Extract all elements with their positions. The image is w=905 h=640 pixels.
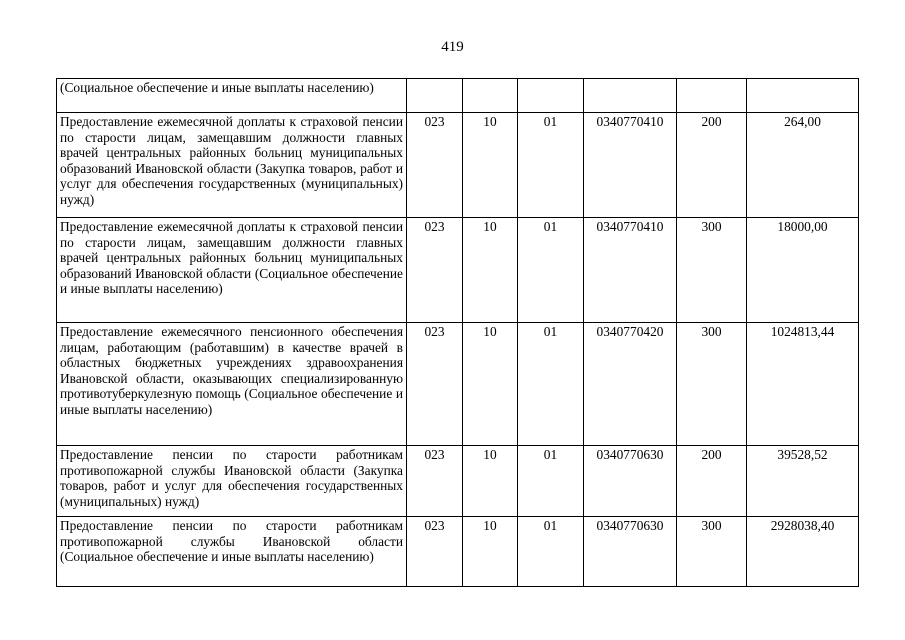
table-row xyxy=(57,323,859,446)
admin-code-cell: 023 xyxy=(407,323,463,446)
budget-table xyxy=(56,78,859,587)
expense-type-cell: 300 xyxy=(677,218,747,323)
page-number: 419 xyxy=(441,39,464,55)
target-code-cell: 0340770630 xyxy=(584,517,677,587)
expense-type-cell: 200 xyxy=(677,113,747,218)
expense-type-cell xyxy=(677,79,747,113)
amount-cell: 39528,52 xyxy=(747,446,859,517)
target-code-cell: 0340770410 xyxy=(584,113,677,218)
amount-cell: 18000,00 xyxy=(747,218,859,323)
subsection-code-cell: 01 xyxy=(518,218,584,323)
section-code-cell: 10 xyxy=(463,323,518,446)
target-code-cell: 0340770420 xyxy=(584,323,677,446)
admin-code-cell: 023 xyxy=(407,446,463,517)
expense-type-cell: 200 xyxy=(677,446,747,517)
expense-name-cell: (Социальное обеспечение и иные выплаты населению) xyxy=(57,79,407,113)
table-row xyxy=(57,113,859,218)
table-row xyxy=(57,446,859,517)
amount-cell: 2928038,40 xyxy=(747,517,859,587)
expense-name-cell: Предоставление пенсии по старости работникам противопожарной службы Ивановской области (Социальное обеспечение и иные выплаты населению) xyxy=(57,517,407,587)
section-code-cell: 10 xyxy=(463,218,518,323)
expense-type-cell: 300 xyxy=(677,323,747,446)
target-code-cell xyxy=(584,79,677,113)
table-row xyxy=(57,79,859,113)
admin-code-cell: 023 xyxy=(407,113,463,218)
expense-name-cell: Предоставление пенсии по старости работникам противопожарной службы Ивановской области (Закупка товаров, работ и услуг для обеспечения государственных (муниципальных) нужд) xyxy=(57,446,407,517)
target-code-cell: 0340770410 xyxy=(584,218,677,323)
admin-code-cell xyxy=(407,79,463,113)
table-row xyxy=(57,218,859,323)
section-code-cell: 10 xyxy=(463,517,518,587)
expense-name-cell: Предоставление ежемесячного пенсионного обеспечения лицам, работающим (работавшим) в качестве врачей в областных бюджетных учреждениях здравоохранения Ивановской области, оказывающих специализированную противотуберкулезную помощь (Социальное обеспечение и иные выплаты населению) xyxy=(57,323,407,446)
subsection-code-cell: 01 xyxy=(518,446,584,517)
target-code-cell: 0340770630 xyxy=(584,446,677,517)
amount-cell: 1024813,44 xyxy=(747,323,859,446)
amount-cell: 264,00 xyxy=(747,113,859,218)
expense-name-cell: Предоставление ежемесячной доплаты к страховой пенсии по старости лицам, замещавшим должности главных врачей центральных районных больниц муниципальных образований Ивановской области (Закупка товаров, работ и услуг для обеспечения государственных (муниципальных) нужд) xyxy=(57,113,407,218)
expense-name-cell: Предоставление ежемесячной доплаты к страховой пенсии по старости лицам, замещавшим должности главных врачей центральных районных больниц муниципальных образований Ивановской области (Социальное обеспечение и иные выплаты населению) xyxy=(57,218,407,323)
expense-type-cell: 300 xyxy=(677,517,747,587)
amount-cell xyxy=(747,79,859,113)
subsection-code-cell: 01 xyxy=(518,323,584,446)
section-code-cell: 10 xyxy=(463,446,518,517)
subsection-code-cell: 01 xyxy=(518,113,584,218)
table-row xyxy=(57,517,859,587)
admin-code-cell: 023 xyxy=(407,218,463,323)
subsection-code-cell: 01 xyxy=(518,517,584,587)
admin-code-cell: 023 xyxy=(407,517,463,587)
section-code-cell: 10 xyxy=(463,113,518,218)
subsection-code-cell xyxy=(518,79,584,113)
section-code-cell xyxy=(463,79,518,113)
